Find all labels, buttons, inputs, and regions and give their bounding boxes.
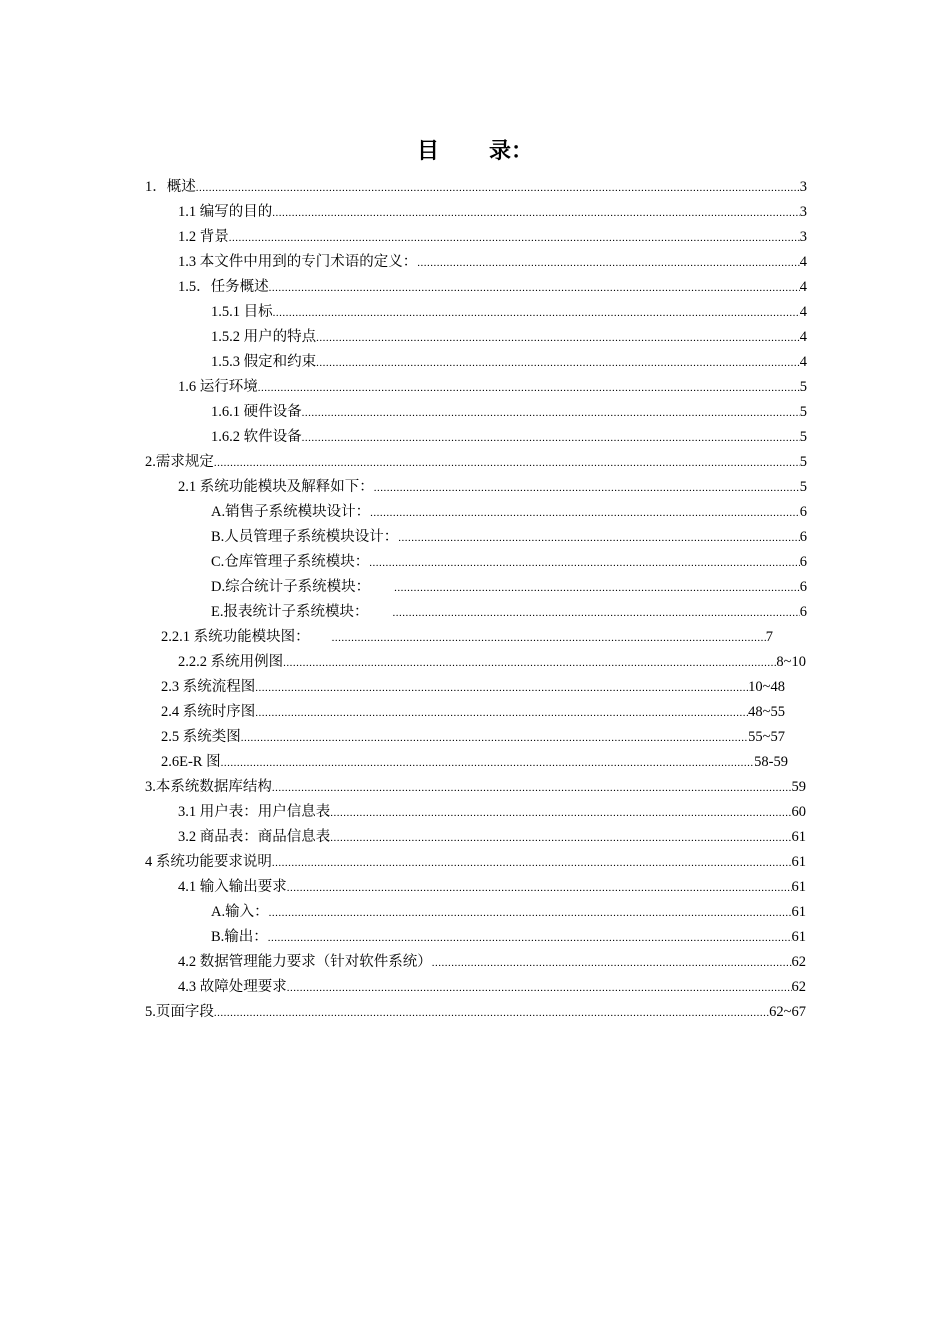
toc-entry-label: 2.4 系统时序图 bbox=[161, 704, 256, 720]
toc-entry[interactable] bbox=[161, 725, 785, 749]
toc-entry-label: 1.2 背景 bbox=[178, 229, 229, 245]
title-part-1: 目 bbox=[416, 138, 439, 163]
toc-entry[interactable] bbox=[178, 650, 806, 674]
toc-entry-leader bbox=[268, 925, 792, 950]
toc-entry-label: 2.6E-R 图 bbox=[161, 754, 221, 770]
toc-entry-page: 59 bbox=[791, 779, 806, 795]
toc-entry-page: 5 bbox=[799, 479, 807, 495]
toc-entry-page: 6 bbox=[799, 604, 807, 620]
toc-entry-leader bbox=[417, 250, 800, 275]
toc-entry[interactable] bbox=[145, 1000, 806, 1024]
toc-entry-leader bbox=[255, 700, 748, 725]
toc-entry[interactable] bbox=[145, 775, 806, 799]
toc-entry[interactable] bbox=[178, 875, 806, 899]
toc-entry-page: 4 bbox=[799, 279, 807, 295]
toc-entry[interactable] bbox=[178, 475, 807, 499]
toc-entry[interactable] bbox=[211, 550, 807, 574]
toc-entry[interactable] bbox=[161, 750, 788, 774]
toc-entry[interactable] bbox=[178, 975, 806, 999]
toc-entry[interactable] bbox=[145, 450, 807, 474]
toc-entry[interactable] bbox=[211, 600, 807, 624]
toc-entry[interactable] bbox=[211, 575, 807, 599]
toc-entry-label: A.销售子系统模块设计： bbox=[211, 504, 371, 520]
toc-entry-leader bbox=[302, 425, 800, 450]
toc-entry-label: 1.1 编写的目的 bbox=[178, 204, 273, 220]
toc-entry[interactable] bbox=[211, 500, 807, 524]
toc-entry-label: 1.6.2 软件设备 bbox=[211, 429, 302, 445]
toc-entry-label: 2.1 系统功能模块及解释如下： bbox=[178, 479, 374, 495]
toc-entry[interactable] bbox=[145, 850, 806, 874]
toc-entry[interactable] bbox=[178, 950, 806, 974]
toc-entry-page: 7 bbox=[765, 629, 773, 645]
toc-entry[interactable] bbox=[211, 525, 807, 549]
toc-entry-label: 3.1 用户表：用户信息表 bbox=[178, 804, 331, 820]
toc-entry-leader bbox=[272, 200, 800, 225]
toc-entry-label: 1.3 本文件中用到的专门术语的定义： bbox=[178, 254, 418, 270]
toc-entry-page: 6 bbox=[799, 504, 807, 520]
toc-entry-page: 58-59 bbox=[754, 754, 788, 770]
toc-entry-page: 62~67 bbox=[769, 1004, 806, 1020]
toc-entry-leader bbox=[287, 975, 792, 1000]
toc-entry-label: 1.5.3 假定和约束 bbox=[211, 354, 317, 370]
toc-entry-leader bbox=[394, 575, 800, 600]
toc-entry-label: 1.5．任务概述 bbox=[178, 279, 269, 295]
toc-entry-label: A.输入： bbox=[211, 904, 269, 920]
toc-entry-label: 2.2.1 系统功能模块图： bbox=[161, 629, 310, 645]
toc-entry-page: 6 bbox=[799, 529, 807, 545]
toc-entry-page: 5 bbox=[799, 429, 807, 445]
toc-entry-leader bbox=[272, 850, 792, 875]
toc-entry-leader bbox=[432, 950, 792, 975]
toc-entry-page: 61 bbox=[791, 904, 806, 920]
toc-entry-leader bbox=[369, 550, 799, 575]
toc-entry-label: 1.5.2 用户的特点 bbox=[211, 329, 317, 345]
toc-entry-page: 10~48 bbox=[748, 679, 785, 695]
toc-entry-page: 4 bbox=[799, 329, 807, 345]
toc-entry-label: B.人员管理子系统模块设计： bbox=[211, 529, 399, 545]
toc-entry-leader bbox=[273, 300, 800, 325]
toc-entry-page: 5 bbox=[799, 379, 807, 395]
toc-entry-leader bbox=[269, 275, 800, 300]
toc-entry-leader bbox=[374, 475, 800, 500]
toc-entry-label: E.报表统计子系统模块： bbox=[211, 604, 369, 620]
toc-entry-leader bbox=[398, 525, 799, 550]
toc-entry-page: 61 bbox=[791, 879, 806, 895]
toc-entry-leader bbox=[255, 675, 748, 700]
toc-entry-label: 4.1 输入输出要求 bbox=[178, 879, 287, 895]
toc-entry-label: D.综合统计子系统模块： bbox=[211, 579, 371, 595]
toc-entry[interactable] bbox=[161, 625, 773, 649]
toc-entry-page: 61 bbox=[791, 829, 806, 845]
toc-entry[interactable] bbox=[178, 375, 807, 399]
toc-entry-label: 4.2 数据管理能力要求（针对软件系统） bbox=[178, 954, 432, 970]
toc-entry[interactable] bbox=[211, 400, 807, 424]
toc-entry-label: C.仓库管理子系统模块： bbox=[211, 554, 370, 570]
toc-entry[interactable] bbox=[178, 250, 807, 274]
toc-entry-page: 4 bbox=[799, 354, 807, 370]
toc-entry[interactable] bbox=[211, 925, 806, 949]
toc-entry-leader bbox=[330, 825, 791, 850]
toc-entry-leader bbox=[241, 725, 748, 750]
toc-entry-label: 1.5.1 目标 bbox=[211, 304, 273, 320]
toc-entry-label: 4.3 故障处理要求 bbox=[178, 979, 287, 995]
toc-entry[interactable] bbox=[145, 175, 807, 199]
toc-entry-label: 2.5 系统类图 bbox=[161, 729, 241, 745]
toc-entry-page: 48~55 bbox=[748, 704, 785, 720]
toc-entry[interactable] bbox=[178, 800, 806, 824]
toc-entry-page: 62 bbox=[791, 979, 806, 995]
toc-entry-leader bbox=[258, 375, 800, 400]
toc-entry[interactable] bbox=[178, 825, 806, 849]
toc-entry-leader bbox=[330, 800, 791, 825]
toc-entry-leader bbox=[221, 750, 755, 775]
toc-entry-page: 60 bbox=[791, 804, 806, 820]
toc-entry-leader bbox=[316, 350, 800, 375]
toc-entry-page: 61 bbox=[791, 929, 806, 945]
toc-entry-leader bbox=[229, 225, 800, 250]
toc-entry-label: 2.3 系统流程图 bbox=[161, 679, 256, 695]
toc-entry-leader bbox=[287, 875, 792, 900]
toc-entry-label: 3.2 商品表：商品信息表 bbox=[178, 829, 331, 845]
toc-entry-leader bbox=[332, 625, 766, 650]
toc-entry[interactable] bbox=[178, 200, 807, 224]
toc-entry-label: 1．概述 bbox=[145, 179, 196, 195]
toc-entry-page: 62 bbox=[791, 954, 806, 970]
toc-entry-leader bbox=[269, 900, 792, 925]
toc-entry-label: 1.6 运行环境 bbox=[178, 379, 258, 395]
page-title bbox=[0, 134, 950, 168]
toc-entry-page: 4 bbox=[799, 254, 807, 270]
toc-entry-label: 2.2.2 系统用例图 bbox=[178, 654, 284, 670]
toc-entry-page: 6 bbox=[799, 579, 807, 595]
toc-entry-label: B.输出： bbox=[211, 929, 268, 945]
toc-entry-label: 1.6.1 硬件设备 bbox=[211, 404, 302, 420]
toc-entry-leader bbox=[283, 650, 776, 675]
toc-entry[interactable] bbox=[211, 425, 807, 449]
toc-entry-page: 61 bbox=[791, 854, 806, 870]
toc-entry-leader bbox=[214, 1000, 769, 1025]
toc-entry-leader bbox=[272, 775, 792, 800]
toc-entry[interactable] bbox=[161, 675, 785, 699]
toc-entry-page: 6 bbox=[799, 554, 807, 570]
toc-entry-page: 3 bbox=[799, 204, 807, 220]
toc-entry[interactable] bbox=[211, 900, 806, 924]
toc-entry-page: 5 bbox=[799, 454, 807, 470]
toc-entry-leader bbox=[214, 450, 800, 475]
toc-entry-leader bbox=[302, 400, 800, 425]
toc-entry-leader bbox=[316, 325, 800, 350]
toc-entry[interactable] bbox=[178, 275, 807, 299]
toc-entry[interactable] bbox=[161, 700, 785, 724]
toc-entry-label: 5.页面字段 bbox=[145, 1004, 214, 1020]
toc-entry[interactable] bbox=[211, 325, 807, 349]
toc-entry-page: 3 bbox=[799, 179, 807, 195]
toc-entry-page: 8~10 bbox=[776, 654, 806, 670]
toc-entry-page: 3 bbox=[799, 229, 807, 245]
title-part-2: 录： bbox=[489, 138, 534, 163]
toc-entry-leader bbox=[370, 500, 800, 525]
toc-entry-label: 4 系统功能要求说明 bbox=[145, 854, 272, 870]
toc-entry-leader bbox=[196, 175, 800, 200]
toc-entry-label: 3.本系统数据库结构 bbox=[145, 779, 272, 795]
toc-entry[interactable] bbox=[211, 300, 807, 324]
toc-entry-page: 55~57 bbox=[748, 729, 785, 745]
toc-entry-page: 5 bbox=[799, 404, 807, 420]
toc-entry-page: 4 bbox=[799, 304, 807, 320]
toc-entry-label: 2.需求规定 bbox=[145, 454, 214, 470]
toc-entry[interactable] bbox=[211, 350, 807, 374]
toc-entry[interactable] bbox=[178, 225, 807, 249]
toc-entry-leader bbox=[392, 600, 799, 625]
